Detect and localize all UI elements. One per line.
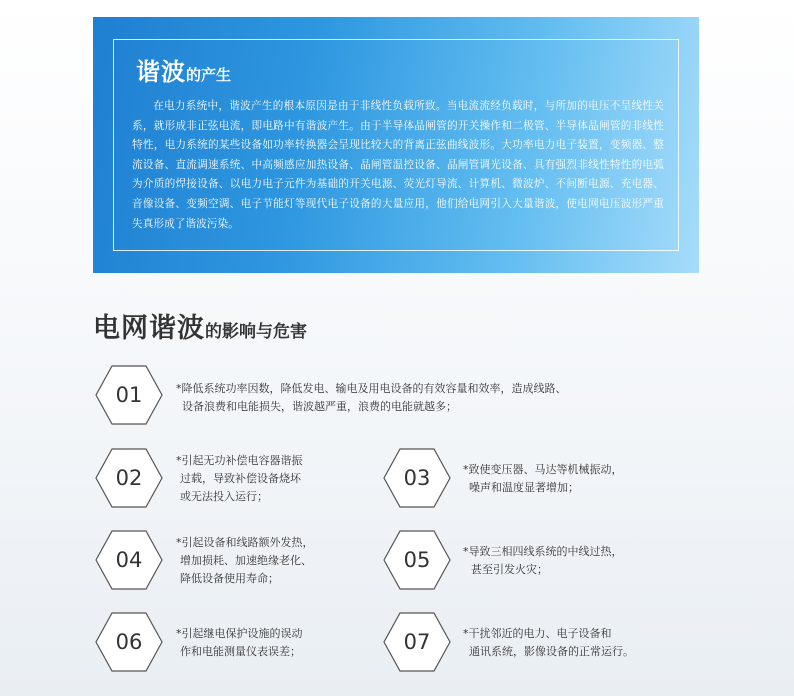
item-description-05 bbox=[463, 543, 623, 579]
item-number: 02 bbox=[115, 466, 143, 490]
item-line: *干扰邻近的电力、电子设备和 bbox=[463, 627, 612, 640]
item-number: 05 bbox=[403, 548, 431, 572]
hex-badge-04 bbox=[95, 530, 163, 590]
item-line: 降低设备使用寿命； bbox=[180, 572, 279, 585]
item-description-06 bbox=[176, 625, 303, 661]
item-number: 01 bbox=[115, 383, 143, 407]
item-line: 过载，导致补偿设备烧坏 bbox=[180, 472, 301, 485]
hex-badge-06 bbox=[95, 612, 163, 672]
hex-badge-01 bbox=[95, 365, 163, 425]
hex-badge-02 bbox=[95, 448, 163, 508]
item-description-02 bbox=[176, 452, 303, 506]
item-line: *引起设备和线路额外发热， bbox=[176, 536, 314, 549]
item-line: 设备浪费和电能损失，谐波越严重，浪费的电能就越多； bbox=[182, 400, 457, 413]
item-line: 或无法投入运行； bbox=[180, 490, 268, 503]
item-description-01 bbox=[176, 380, 567, 416]
hex-badge-05 bbox=[383, 530, 451, 590]
item-line: 通讯系统，影像设备的正常运行。 bbox=[469, 645, 634, 658]
item-number: 06 bbox=[115, 630, 143, 654]
harmonic-origin-panel bbox=[93, 17, 699, 273]
panel-title-suffix: 的产生 bbox=[186, 66, 232, 84]
item-line: *引起继电保护设施的误动 bbox=[176, 627, 303, 640]
item-line: *导致三相四线系统的中线过热， bbox=[463, 545, 623, 558]
hex-badge-03 bbox=[383, 448, 451, 508]
section-title bbox=[93, 306, 307, 345]
item-line: 噪声和温度显著增加； bbox=[469, 481, 579, 494]
item-description-04 bbox=[176, 534, 314, 588]
section-title-suffix: 的影响与危害 bbox=[205, 322, 307, 342]
panel-title bbox=[136, 52, 231, 87]
section-title-main: 电网谐波 bbox=[93, 313, 205, 344]
item-line: *致使变压器、马达等机械振动， bbox=[463, 463, 623, 476]
item-number: 03 bbox=[403, 466, 431, 490]
item-description-03 bbox=[463, 461, 623, 497]
item-line: 作和电能测量仪表误差； bbox=[180, 645, 301, 658]
item-line: 增加损耗、加速绝缘老化、 bbox=[180, 554, 312, 567]
panel-title-main: 谐波 bbox=[136, 58, 186, 86]
item-line: *引起无功补偿电容器谐振 bbox=[176, 454, 303, 467]
panel-body-text: 在电力系统中，谐波产生的根本原因是由于非线性负载所致。当电流流经负载时，与所加的电压不呈线性关系，就形成非正弦电流，即电路中有谐波产生。由于半导体晶闸管的开关操作和二极管、半导体晶闸管的非线性特性，电力系统的某些设备如功率转换器会呈现比较大的背离正弦曲线波形。大功率电力电子装置，变频器、整流设备、直流调速系统、中高频感应加热设备、晶闸管温控设备、晶闸管调光设备、具有强烈非线性特性的电弧为介质的焊接设备、以电力电子元件为基础的开关电源、荧光灯导流、计算机、微波炉、不间断电源、充电器、音像设备、变频空调、电子节能灯等现代电子设备的大量应用，他们给电网引入大量谐波，使电网电压波形严重失真形成了谐波污染。 bbox=[132, 100, 664, 230]
item-number: 07 bbox=[403, 630, 431, 654]
hex-badge-07 bbox=[383, 612, 451, 672]
item-line: *降低系统功率因数，降低发电、输电及用电设备的有效容量和效率，造成线路、 bbox=[176, 382, 567, 395]
item-number: 04 bbox=[115, 548, 143, 572]
item-line: 甚至引发火灾； bbox=[471, 563, 548, 576]
item-description-07 bbox=[463, 625, 634, 661]
panel-frame bbox=[113, 39, 679, 251]
